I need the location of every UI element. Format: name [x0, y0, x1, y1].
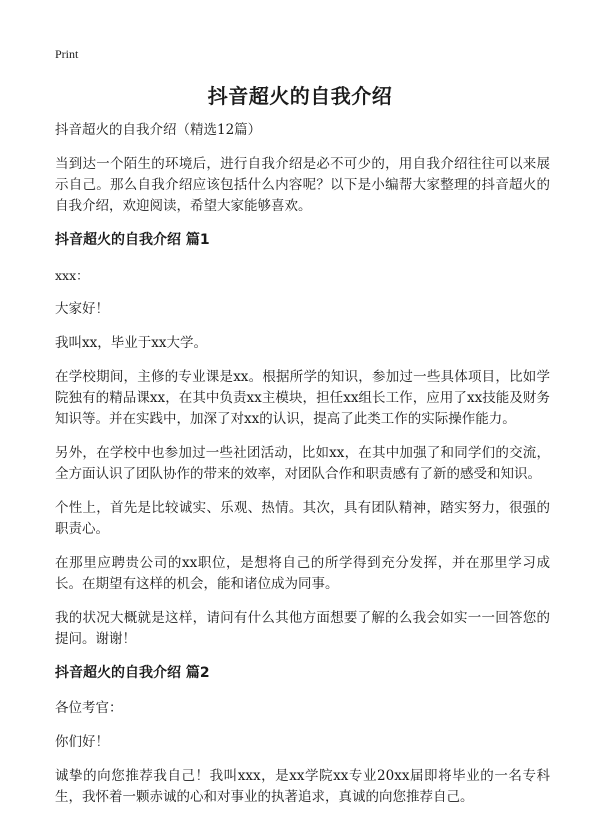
greeting: 你们好！ [55, 734, 109, 750]
paragraph: 个性上，首先是比较诚实、乐观、热情。其次，具有团队精神，踏实努力，很强的职责心。 [55, 500, 550, 537]
subtitle: 抖音超火的自我介绍（精选12篇） [55, 122, 262, 138]
section-heading-2: 抖音超火的自我介绍 篇2 [55, 665, 210, 681]
paragraph: 在学校期间，主修的专业课是xx。根据所学的知识，参加过一些具体项目，比如学院独有的精品课xx，在其中负责xx主模块，担任xx组长工作，应用了xx技能及财务知识等。并在实践中，加深了对xx的认识，提高了此类工作的实际操作能力。 [55, 369, 550, 427]
document-body [55, 120, 550, 821]
paragraph: 在那里应聘贵公司的xx职位，是想将自己的所学得到充分发挥，并在那里学习成长。在期望有这样的机会，能和诸位成为同事。 [55, 555, 550, 592]
greeting: 大家好！ [55, 301, 109, 317]
section-heading-1: 抖音超火的自我介绍 篇1 [55, 232, 210, 248]
salutation: 各位考官： [55, 700, 123, 716]
intro-paragraph: 当到达一个陌生的环境后，进行自我介绍是必不可少的，用自我介绍往往可以来展示自己。那么自我介绍应该包括什么内容呢？以下是小编帮大家整理的抖音超火的自我介绍，欢迎阅读，希望大家能够喜欢。 [55, 156, 550, 214]
page-title: 抖音超火的自我介绍 [207, 84, 393, 108]
paragraph: 诚挚的向您推荐我自己！我叫xxx，是xx学院xx专业20xx届即将毕业的一名专科生，我怀着一颗赤诚的心和对事业的执著追求，真诚的向您推荐自己。 [55, 768, 550, 805]
paragraph: 我叫xx，毕业于xx大学。 [55, 335, 207, 351]
salutation: xxx： [55, 268, 89, 283]
paragraph: 我的状况大概就是这样，请问有什么其他方面想要了解的么我会如实一一回答您的提问。谢谢！ [55, 610, 550, 647]
print-link[interactable]: Print [55, 47, 79, 61]
paragraph: 另外，在学校中也参加过一些社团活动，比如xx，在其中加强了和同学们的交流，全方面认识了团队协作的带来的效率，对团队合作和职责感有了新的感受和知识。 [55, 445, 550, 482]
